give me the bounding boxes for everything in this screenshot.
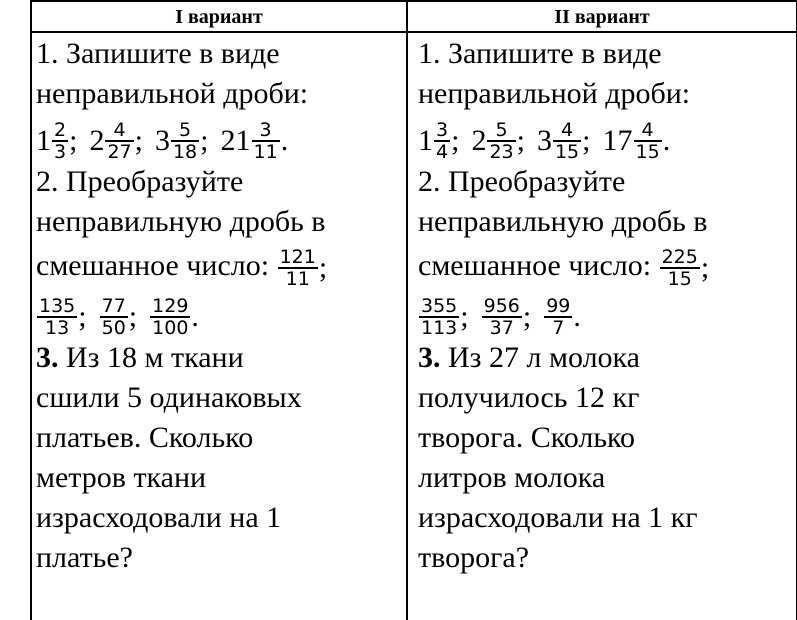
fraction [482,296,522,338]
variant2-header: II вариант [554,5,650,28]
task3-line2: сшили 5 одинаковых [36,381,302,414]
task3-line5: израсходовали на 1 [36,501,282,534]
variant2-column [418,34,709,578]
variant1-column [36,34,327,578]
separator: ; [582,124,591,158]
task2-line3 [418,242,709,290]
task2-first-fraction [659,246,710,291]
fraction-denominator: 7 [552,317,565,340]
mixed-number [603,115,671,165]
task3-number: 3. [36,341,59,374]
task1-line1: 1. Запишите в виде [418,37,662,70]
whole-part: 3 [536,124,552,158]
task2-first-fraction [277,246,328,291]
task2-fractions [36,290,327,338]
fraction-denominator: 15 [667,268,692,291]
table-top-rule [30,0,797,2]
mixed-number [537,115,591,165]
separator: ; [318,251,328,285]
task1-line2: неправильной дроби: [36,77,309,110]
task3-line1-text: Из 27 л молока [448,341,640,374]
whole-part: 2 [471,124,487,158]
task1-line2: неправильной дроби: [418,77,691,110]
task3-line4: литров молока [418,461,606,494]
fraction [544,296,572,338]
task3-line6: платье? [36,541,133,574]
separator: . [662,124,671,158]
fraction-numerator: 129 [152,295,189,318]
fraction-numerator: 77 [101,295,126,318]
fraction-denominator: 27 [107,141,132,164]
task2-line2: неправильную дробь в [36,205,326,238]
fraction-denominator: 37 [489,317,514,340]
header-rule [30,31,797,33]
whole-part: 21 [220,124,251,158]
mixed-number [221,115,289,165]
mixed-number [89,115,143,165]
fraction-numerator: 99 [546,295,571,318]
separator: ; [700,251,710,285]
column-divider [406,0,408,620]
variant1-header: I вариант [175,5,263,28]
mixed-number [471,115,525,165]
mixed-number [418,115,459,165]
separator: ; [451,124,460,158]
improper-fraction [543,291,581,341]
fraction-numerator: 3 [436,119,449,142]
fraction [252,120,280,162]
task1-fractions [418,114,709,162]
fraction-numerator: 135 [39,295,76,318]
fraction-denominator: 50 [101,317,126,340]
task2-line3-text: смешанное число: [418,249,652,282]
fraction-numerator: 4 [553,120,581,142]
task2-line3 [36,242,327,290]
fraction [37,296,77,338]
fraction-denominator: 3 [54,141,67,164]
fraction-numerator: 3 [252,120,280,142]
separator: . [191,300,199,334]
fraction [171,120,199,162]
whole-part: 17 [602,124,633,158]
separator: ; [522,300,532,334]
fraction-denominator: 113 [421,317,458,340]
fraction-numerator: 225 [661,246,698,269]
task2-line1: 2. Преобразуйте [418,165,626,198]
fraction-numerator: 2 [54,119,67,142]
improper-fraction [149,291,199,341]
task2-fractions [418,290,709,338]
fraction-numerator: 956 [483,295,520,318]
mixed-number [36,115,77,165]
whole-part: 2 [89,124,105,158]
fraction-numerator: 121 [279,246,316,269]
fraction [150,296,190,338]
fraction-numerator: 5 [171,120,199,142]
task2-line1: 2. Преобразуйте [36,165,244,198]
task2-line3-text: смешанное число: [36,249,270,282]
task2-line2: неправильную дробь в [418,205,708,238]
improper-fraction [99,291,138,341]
improper-fraction [36,291,87,341]
fraction-numerator: 5 [487,120,515,142]
separator: ; [128,300,138,334]
fraction [434,120,450,162]
separator: ; [134,124,143,158]
task3-number: 3. [418,341,441,374]
fraction-denominator: 15 [554,141,580,164]
fraction-numerator: 355 [421,295,458,318]
whole-part: 3 [154,124,170,158]
fraction-denominator: 100 [152,317,189,340]
fraction [634,120,662,162]
separator: . [280,124,289,158]
fraction-denominator: 11 [285,268,310,291]
separator: ; [516,124,525,158]
fraction-numerator: 4 [634,120,662,142]
whole-part: 1 [418,124,433,158]
fraction [487,120,515,162]
fraction [278,247,318,289]
separator: ; [200,124,209,158]
task3-line1 [418,338,709,378]
task3-line4: метров ткани [36,461,207,494]
fraction-denominator: 15 [635,141,660,164]
fraction [52,120,68,162]
fraction-denominator: 23 [489,141,514,164]
task1-fractions [36,114,327,162]
separator: ; [460,300,469,334]
improper-fraction [481,291,532,341]
task1-line1: 1. Запишите в виде [36,37,280,70]
fraction-denominator: 11 [253,141,278,164]
fraction-denominator: 18 [172,141,198,164]
fraction [105,120,133,162]
fraction [100,296,128,338]
separator: ; [69,124,78,158]
fraction [419,296,459,338]
improper-fraction [418,291,469,341]
task3-line2: получилось 12 кг [418,381,640,414]
separator: ; [78,300,87,334]
task3-line5: израсходовали на 1 кг [418,501,698,534]
fraction [553,120,581,162]
task3-line3: творога. Сколько [418,421,636,454]
task3-line6: творога? [418,541,530,574]
task3-line3: платьев. Сколько [36,421,254,454]
fraction-denominator: 13 [45,317,70,340]
whole-part: 1 [36,124,51,158]
mixed-number [155,115,209,165]
task3-line1 [36,338,327,378]
fraction-denominator: 4 [436,141,449,164]
fraction-numerator: 4 [105,120,133,142]
separator: . [573,300,581,334]
task3-line1-text: Из 18 м ткани [66,341,244,374]
fraction [660,247,700,289]
